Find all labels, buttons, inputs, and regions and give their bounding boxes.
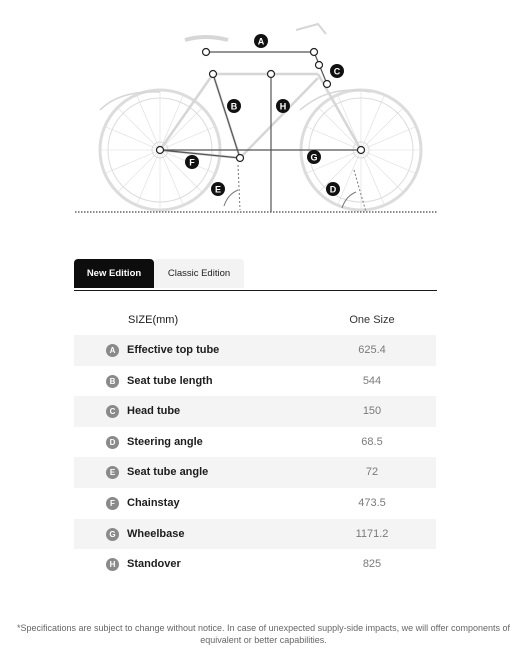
- bike-frame: [100, 24, 370, 158]
- bike-geometry-diagram: [0, 0, 527, 230]
- diagram-label-d: [326, 182, 340, 196]
- diagram-label-a: [254, 34, 268, 48]
- row-letter-badge: D: [106, 436, 119, 449]
- size-column-header: SIZE(mm): [128, 314, 179, 326]
- svg-text:G: G: [310, 152, 318, 163]
- row-letter-badge: C: [106, 405, 119, 418]
- value-column-header: One Size: [349, 314, 395, 326]
- table-row: [74, 519, 436, 550]
- disclaimer-note: *Specifications are subject to change without notice. In case of unexpected supply-side impacts, we will offer components of equivalent or better capabilities.: [16, 623, 511, 645]
- table-row: [74, 427, 436, 458]
- table-row: [74, 457, 436, 488]
- svg-text:B: B: [230, 101, 238, 112]
- geometry-table: [74, 305, 436, 580]
- row-value: 1171.2: [355, 527, 389, 540]
- table-row: [74, 366, 436, 397]
- row-label: Steering angle: [127, 435, 203, 448]
- table-row: [74, 549, 436, 580]
- diagram-label-f: [185, 155, 199, 169]
- svg-text:A: A: [257, 36, 265, 47]
- edition-tabs: [74, 259, 437, 291]
- row-letter-badge: E: [106, 466, 119, 479]
- diagram-label-c: [330, 64, 344, 78]
- row-label: Seat tube length: [127, 374, 213, 387]
- row-value: 68.5: [361, 435, 383, 448]
- svg-text:F: F: [189, 157, 195, 168]
- row-letter-badge: A: [106, 344, 119, 357]
- table-row: [74, 396, 436, 427]
- diagram-label-g: [307, 150, 321, 164]
- row-label: Seat tube angle: [127, 466, 209, 479]
- row-label: Standover: [127, 558, 181, 571]
- diagram-label-e: [211, 182, 225, 196]
- row-value: 72: [365, 466, 379, 479]
- diagram-label-h: [276, 99, 290, 113]
- tab-classic-edition[interactable]: Classic Edition: [154, 259, 244, 288]
- row-label: Wheelbase: [127, 527, 185, 540]
- row-letter-badge: G: [106, 528, 119, 541]
- row-letter-badge: F: [106, 497, 119, 510]
- table-header: [74, 305, 436, 335]
- row-label: Chainstay: [127, 496, 180, 509]
- svg-text:H: H: [279, 101, 287, 112]
- row-value: 150: [362, 405, 382, 418]
- row-label: Effective top tube: [127, 344, 220, 356]
- svg-text:C: C: [333, 66, 341, 77]
- row-value: 473.5: [358, 496, 386, 509]
- diagram-label-b: [227, 99, 241, 113]
- row-letter-badge: B: [106, 375, 119, 388]
- row-value: 544: [362, 374, 382, 387]
- row-label: Head tube: [127, 405, 181, 418]
- row-letter-badge: H: [106, 558, 119, 571]
- row-value: 825: [362, 558, 382, 571]
- table-row: [74, 488, 436, 519]
- svg-text:D: D: [329, 184, 337, 195]
- row-value: 625.4: [358, 344, 386, 356]
- tab-new-edition[interactable]: New Edition: [74, 259, 154, 288]
- table-row: [74, 335, 436, 366]
- svg-text:E: E: [214, 184, 222, 195]
